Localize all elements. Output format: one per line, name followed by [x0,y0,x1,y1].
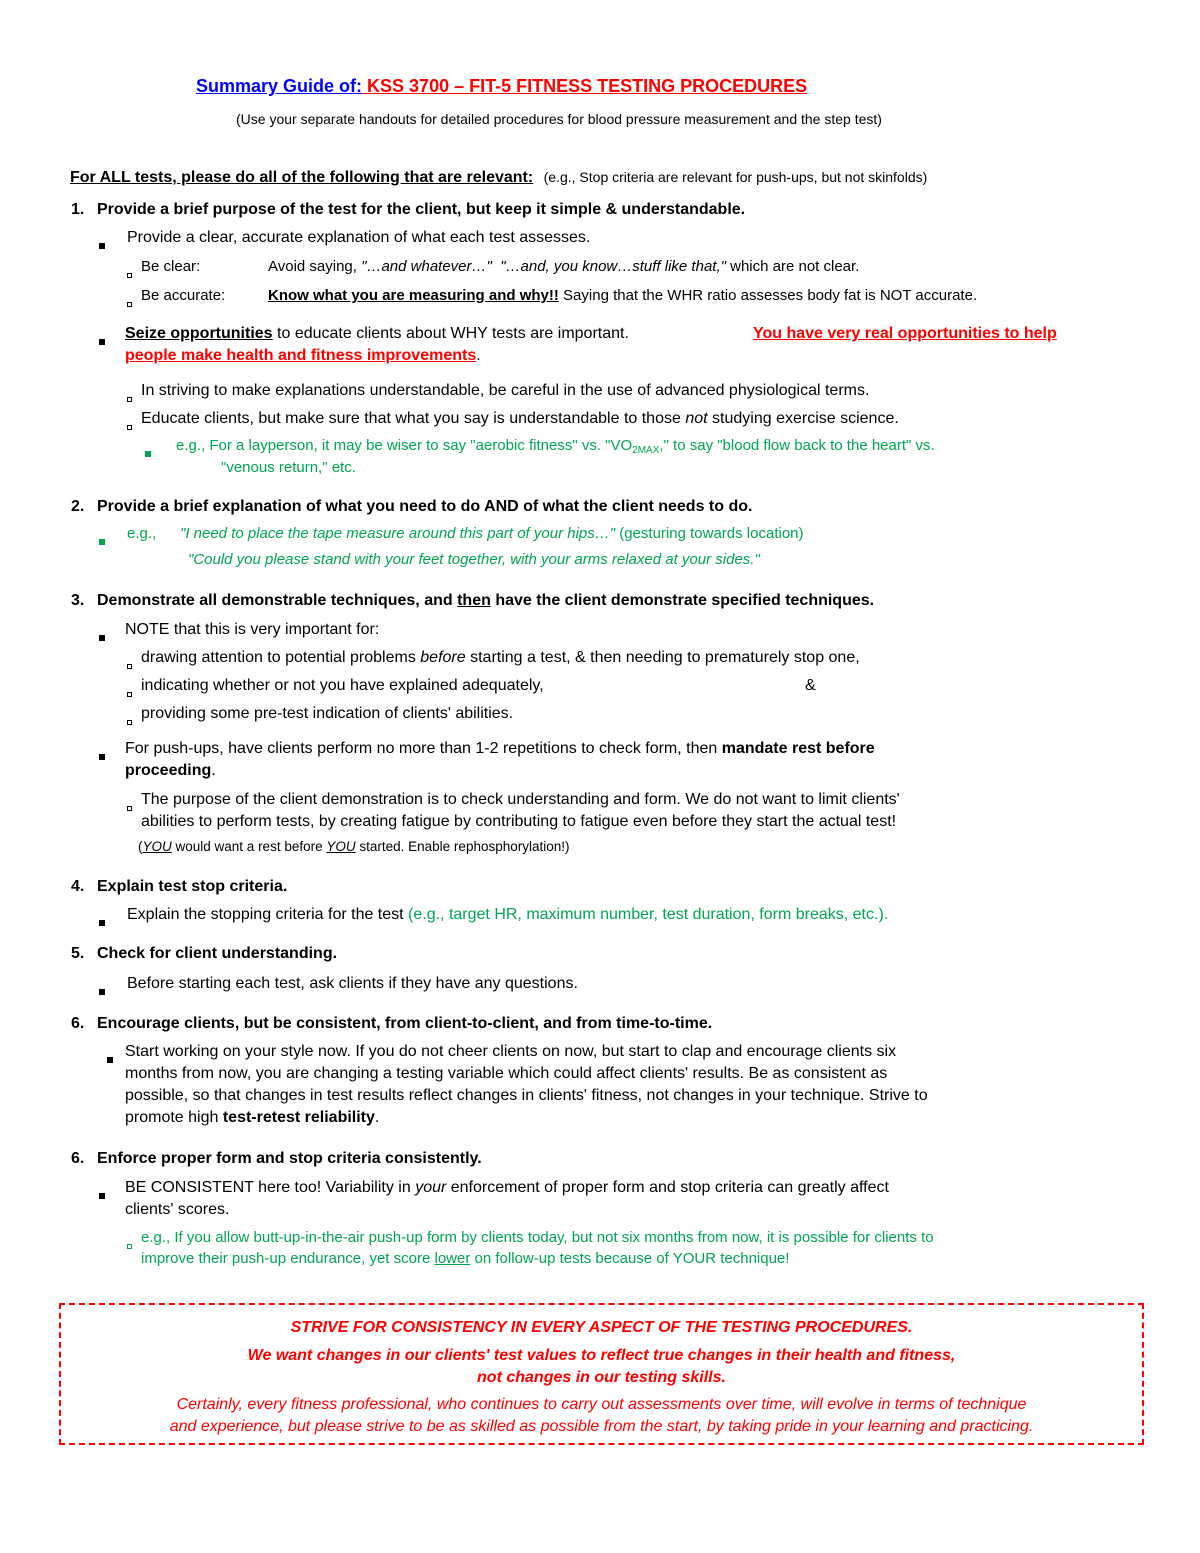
hollow-square-icon [127,656,132,674]
seize-red-2: people make health and fitness improvements [125,347,477,364]
s5-bullet-1: Before starting each test, ask clients if they have any questions. [127,975,578,992]
s1-sub-2-tail: studying exercise science. [707,410,899,427]
s3-note-1-before: before [420,649,466,666]
s4-bullet-1-green: (e.g., target HR, maximum number, test duration, form breaks, etc.). [408,906,889,923]
intro-line [70,169,927,187]
section-1-number: 1. [71,201,85,218]
s6a-line-3: possible, so that changes in test results reflect changes in clients' fitness, not changes in your technique. Strive to [125,1087,928,1104]
section-5-heading: Check for client understanding. [97,945,338,962]
s3-pushups-bold-2: proceeding [125,762,212,779]
s6a-line-2: months from now, you are changing a testing variable which could affect clients' results. Be as consistent as [125,1065,888,1082]
s6b-line-1-your: your [415,1179,447,1196]
be-clear-label: Be clear: [141,258,201,275]
section-3-heading [97,592,874,610]
hollow-square-icon [127,798,132,816]
section-1-heading: Provide a brief purpose of the test for the client, but keep it simple & understandable. [97,201,746,218]
hollow-square-icon [127,389,132,407]
intro-note: (e.g., Stop criteria are relevant for push-ups, but not skinfolds) [543,169,928,185]
s6b-line-2: clients' scores. [125,1201,230,1218]
s6b-example-2-a: improve their push-up endurance, yet score [141,1250,435,1267]
bullet-square-icon [107,1050,113,1068]
s6a-line-4-bold: test-retest reliability [222,1109,375,1126]
s3-note-1 [141,649,860,667]
s1-example-1-c: "venous return," etc. [221,459,356,476]
s3-rest-open: ( [138,839,143,854]
s3-heading-a: Demonstrate all demonstrable techniques, and [97,592,458,609]
s6a-line-4-b: . [374,1109,380,1126]
section-5-number: 5. [71,945,85,962]
s3-pushups-1 [125,740,875,758]
s3-note-3: providing some pre-test indication of clients' abilities. [141,705,514,722]
seize-line-2 [125,347,481,365]
section-6a-number: 6. [71,1015,85,1032]
s3-pushups-period: . [211,762,216,779]
be-clear-tail: which are not clear. [725,258,860,275]
be-accurate-rest: Saying that the WHR ratio assesses body fat is NOT accurate. [558,287,978,304]
s1-example-1 [176,437,935,456]
section-6b-number: 6. [71,1150,85,1167]
s3-pushups-bold-1: mandate rest before [721,740,875,757]
vo2max-subscript: 2MAX [632,445,660,456]
bullet-square-icon [99,1186,105,1204]
seize-bold: Seize opportunities [125,325,273,342]
bullet-square-icon [99,747,105,765]
bullet-square-icon [99,913,105,931]
be-clear-quote-2: "…and, you know…stuff like that," [500,258,726,275]
s3-rest-you-2: YOU [326,839,356,854]
title-course: KSS 3700 – FIT-5 FITNESS TESTING PROCEDURES [362,76,808,96]
s6b-line-1 [125,1179,889,1197]
hollow-square-icon [127,294,132,312]
green-bullet-icon [145,444,151,462]
intro-lead: For ALL tests, please do all of the following that are relevant: [70,169,534,186]
s3-pushups-a: For push-ups, have clients perform no more than 1-2 repetitions to check form, then [125,740,722,757]
s6a-line-4-a: promote high [125,1109,223,1126]
section-4-number: 4. [71,878,85,895]
s1-example-1-b: ," to say "blood flow back to the heart" vs. [659,437,935,454]
s3-purpose-1: The purpose of the client demonstration is to check understanding and form. We do not want to limit clients' [141,791,900,808]
s2-example-1 [180,525,804,542]
s3-note-2-amp: & [805,677,816,694]
hollow-square-icon [127,712,132,730]
s1-sub-2 [141,410,899,428]
callout-line-5: and experience, but please strive to be as skilled as possible from the start, by taking pride in your learning and practicing. [169,1418,1034,1435]
callout-line-3: not changes in our testing skills. [477,1369,726,1386]
be-clear-lead: Avoid saying, [268,258,362,275]
hollow-square-icon [127,684,132,702]
hollow-square-icon [127,417,132,435]
s1-example-1-a: e.g., For a layperson, it may be wiser to say "aerobic fitness" vs. "VO [176,437,633,454]
section-6b-heading: Enforce proper form and stop criteria consistently. [97,1150,482,1167]
s1-bullet-1: Provide a clear, accurate explanation of what each test assesses. [127,229,591,246]
hollow-square-icon [127,265,132,283]
s3-note-1-a: drawing attention to potential problems [141,649,421,666]
s3-note: NOTE that this is very important for: [125,621,380,638]
bullet-square-icon [99,332,105,350]
s2-example-quote-1: "I need to place the tape measure around this part of your hips…" [180,525,616,542]
s3-rest-close: started. Enable rephosphorylation!) [355,839,570,854]
s3-heading-then: then [457,592,491,609]
section-2-heading: Provide a brief explanation of what you need to do AND of what the client needs to do. [97,498,753,515]
callout-line-2: We want changes in our clients' test values to reflect true changes in their health and fitness, [247,1347,956,1364]
title-prefix: Summary Guide of: [196,76,363,96]
section-6a-heading: Encourage clients, but be consistent, from client-to-client, and from time-to-time. [97,1015,713,1032]
green-bullet-icon [99,532,105,550]
seize-rest: to educate clients about WHY tests are important. [272,325,629,342]
seize-line-1 [125,325,629,343]
callout-line-1: STRIVE FOR CONSISTENCY IN EVERY ASPECT OF THE TESTING PROCEDURES. [290,1319,913,1336]
seize-period: . [476,347,481,364]
s3-rest-mid: would want a rest before [171,839,327,854]
s6a-line-4 [125,1109,379,1127]
s3-rest-note [138,839,570,854]
s3-rest-you-1: YOU [142,839,172,854]
bullet-square-icon [99,236,105,254]
s6b-example-2 [141,1250,789,1267]
green-hollow-square-icon [127,1236,132,1254]
s4-bullet-1-text: Explain the stopping criteria for the test [127,906,409,923]
section-3-number: 3. [71,592,85,609]
s3-pushups-2 [125,762,216,780]
s2-example-2: "Could you please stand with your feet together, with your arms relaxed at your sides." [188,551,760,568]
be-accurate-bold: Know what you are measuring and why!! [268,287,559,304]
s2-example-note: (gesturing towards location) [615,525,804,542]
bullet-square-icon [99,628,105,646]
seize-red-1: You have very real opportunities to help [753,325,1057,342]
callout-line-4: Certainly, every fitness professional, who continues to carry out assessments over time, will evolve in terms of technique [176,1396,1027,1413]
bullet-square-icon [99,982,105,1000]
s6b-example-2-b: on follow-up tests because of YOUR technique! [470,1250,790,1267]
section-4-heading: Explain test stop criteria. [97,878,288,895]
be-clear-text [268,258,859,275]
s3-purpose-2: abilities to perform tests, by creating fatigue by contributing to fatigue even before they start the actual test! [141,813,897,830]
s4-bullet-1 [127,906,888,924]
s6b-example-1: e.g., If you allow butt-up-in-the-air push-up form by clients today, but not six months from now, it is possible for clients to [141,1229,934,1246]
s6b-line-1-b: enforcement of proper form and stop criteria can greatly affect [446,1179,889,1196]
s6a-line-1: Start working on your style now. If you do not cheer clients on now, but start to clap and encourage clients six [125,1043,897,1060]
page-subtitle: (Use your separate handouts for detailed procedures for blood pressure measurement and the step test) [236,111,882,127]
s1-sub-1: In striving to make explanations understandable, be careful in the use of advanced physiological terms. [141,382,870,399]
s6b-line-1-a: BE CONSISTENT here too! Variability in [125,1179,416,1196]
s3-note-2: indicating whether or not you have explained adequately, [141,677,544,694]
be-clear-quote-1: "…and whatever…" [361,258,492,275]
be-accurate-text [268,287,977,304]
s2-example-label: e.g., [127,525,157,542]
s1-sub-2-not: not [685,410,708,427]
s3-note-1-b: starting a test, & then needing to prematurely stop one, [465,649,860,666]
s6b-example-2-lower: lower [434,1250,471,1267]
page-title [196,76,807,97]
s3-heading-b: have the client demonstrate specified techniques. [490,592,875,609]
s1-sub-2-lead: Educate clients, but make sure that what you say is understandable to those [141,410,686,427]
be-accurate-label: Be accurate: [141,287,226,304]
section-2-number: 2. [71,498,85,515]
